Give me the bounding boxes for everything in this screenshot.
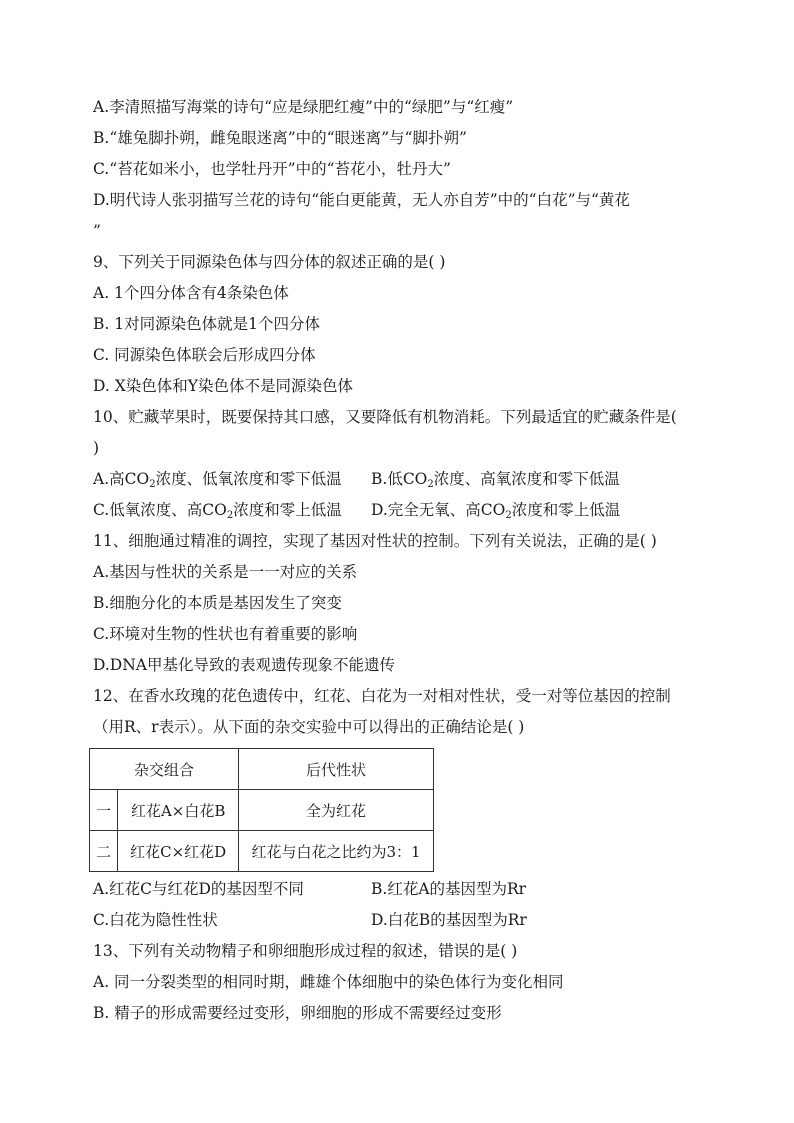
exam-page bbox=[93, 92, 703, 1029]
q11-stem: 11、细胞通过精准的调控，实现了基因对性状的控制。下列有关说法，正确的是( ) bbox=[93, 532, 657, 550]
q10-options-row-2 bbox=[93, 495, 703, 526]
q9-option-b: B. 1对同源染色体就是1个四分体 bbox=[93, 315, 320, 333]
table-cell-combo: 红花A×白花B bbox=[118, 790, 239, 831]
q8-option-a: A.李清照描写海棠的诗句“应是绿肥红瘦”中的“绿肥”与“红瘦” bbox=[93, 98, 514, 116]
q10-option-c: C.低氧浓度、高$CO_2$浓度和零上低温 bbox=[93, 501, 342, 521]
q9-option-a: A. 1个四分体含有4条染色体 bbox=[93, 284, 289, 302]
q8-option-c: C.“苔花如米小，也学牡丹开”中的“苔花小，牡丹大” bbox=[93, 160, 451, 178]
q8-option-d: D.明代诗人张羽描写兰花的诗句“能白更能黄，无人亦自芳”中的“白花”与“黄花 bbox=[93, 191, 630, 209]
table-header-result: 后代性状 bbox=[239, 749, 434, 790]
q11-option-d: D.DNA甲基化导致的表观遗传现象不能遗传 bbox=[93, 656, 395, 674]
q11-option-a: A.基因与性状的关系是一一对应的关系 bbox=[93, 563, 358, 581]
q11-option-b: B.细胞分化的本质是基因发生了突变 bbox=[93, 594, 342, 612]
q10-option-b: B.低$CO_2$浓度、高氧浓度和零下低温 bbox=[371, 470, 620, 490]
q12-stem-continued: （用R、r表示）。从下面的杂交实验中可以得出的正确结论是( ) bbox=[93, 718, 525, 736]
q10-stem: 10、贮藏苹果时，既要保持其口感，又要降低有机物消耗。下列最适宜的贮藏条件是( bbox=[93, 408, 677, 426]
q10-stem-continued: ) bbox=[93, 439, 100, 457]
q9-option-d: D. X染色体和Y染色体不是同源染色体 bbox=[93, 377, 353, 395]
q10-option-d: D.完全无氧、高$CO_2$浓度和零上低温 bbox=[371, 501, 621, 521]
q10-option-a: A.高$CO_2$浓度、低氧浓度和零下低温 bbox=[93, 470, 342, 490]
table-row bbox=[90, 790, 434, 831]
table-cell-index: 一 bbox=[90, 790, 118, 831]
q9-option-c: C. 同源染色体联会后形成四分体 bbox=[93, 346, 316, 364]
q13-option-b: B. 精子的形成需要经过变形，卵细胞的形成不需要经过变形 bbox=[93, 1004, 502, 1022]
cross-experiment-table bbox=[89, 748, 434, 872]
q12-options-row-1 bbox=[93, 874, 703, 905]
table-header-row bbox=[90, 749, 434, 790]
q12-option-c: C.白花为隐性性状 bbox=[93, 911, 218, 929]
q8-option-b: B.“雄兔脚扑朔，雌兔眼迷离”中的“眼迷离”与“脚扑朔” bbox=[93, 129, 467, 147]
q9-stem: 9、下列关于同源染色体与四分体的叙述正确的是( ) bbox=[93, 253, 446, 271]
q12-option-b: B.红花A的基因型为Rr bbox=[371, 880, 527, 898]
q10-options-row-1 bbox=[93, 464, 703, 495]
q13-stem: 13、下列有关动物精子和卵细胞形成过程的叙述，错误的是( ) bbox=[93, 942, 518, 960]
table-cell-result: 红花与白花之比约为3：1 bbox=[239, 831, 434, 872]
table-cell-combo: 红花C×红花D bbox=[118, 831, 239, 872]
q12-stem: 12、在香水玫瑰的花色遗传中，红花、白花为一对相对性状，受一对等位基因的控制 bbox=[93, 687, 671, 705]
q12-option-a: A.红花C与红花D的基因型不同 bbox=[93, 880, 304, 898]
table-cell-index: 二 bbox=[90, 831, 118, 872]
q11-option-c: C.环境对生物的性状也有着重要的影响 bbox=[93, 625, 358, 643]
q12-options-row-2 bbox=[93, 905, 703, 936]
q12-option-d: D.白花B的基因型为Rr bbox=[371, 911, 527, 929]
q13-option-a: A. 同一分裂类型的相同时期，雌雄个体细胞中的染色体行为变化相同 bbox=[93, 973, 564, 991]
table-cell-result: 全为红花 bbox=[239, 790, 434, 831]
table-header-combo: 杂交组合 bbox=[90, 749, 239, 790]
table-row bbox=[90, 831, 434, 872]
q8-option-d-continued: ” bbox=[93, 222, 101, 240]
